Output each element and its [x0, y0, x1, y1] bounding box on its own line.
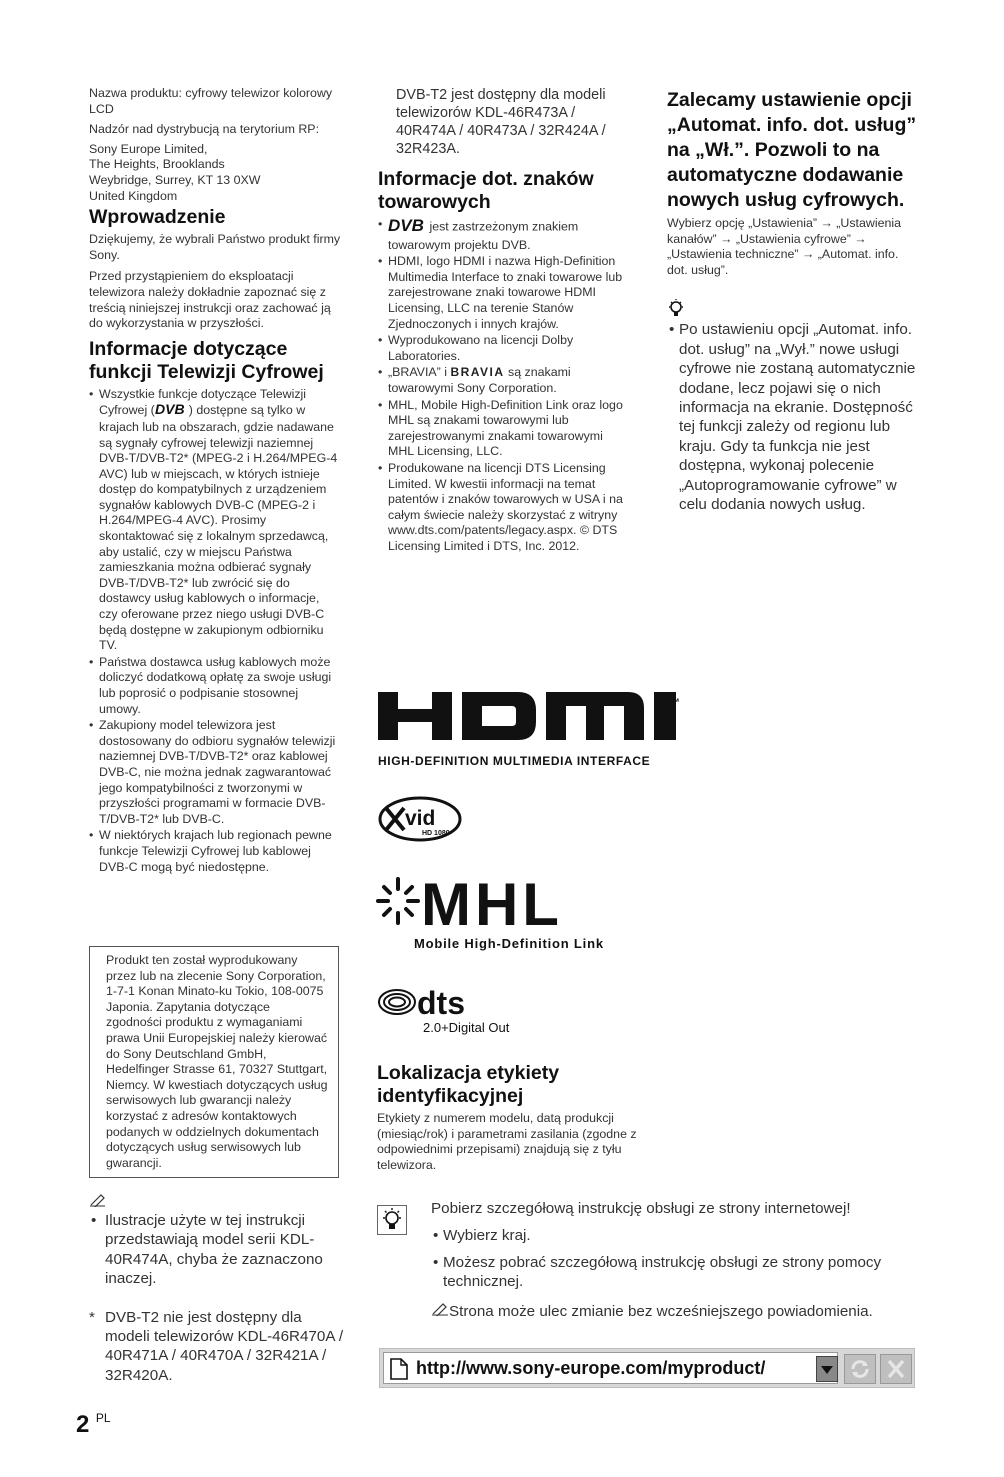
intro-paragraph-2: Przed przystąpieniem do eksploatacji telewizora należy dokładnie zapoznać się z treścią niniejszej instrukcji oraz zachować ją do wykorzystania w przyszłości.	[89, 269, 331, 331]
mhl-text: MHL	[421, 873, 563, 938]
company-address: Sony Europe Limited, The Heights, Brooklands Weybridge, Surrey, KT 13 0XW United Kingdom	[89, 141, 261, 203]
dvb-logo	[155, 402, 189, 420]
list-item: • Ilustracje użyte w tej instrukcji przedstawiają model serii KDL-40R474A, chyba że zaznaczono inaczej.	[89, 1211, 344, 1289]
page-number: 2	[76, 1411, 90, 1438]
dts-text: dts	[417, 985, 465, 1021]
manufacturer-box	[89, 946, 339, 1178]
language-code: PL	[95, 1411, 111, 1425]
tip-list	[667, 320, 917, 514]
xvid-hd-text: HD 1080	[422, 830, 450, 837]
close-icon	[881, 1355, 911, 1383]
trademarks-list	[378, 217, 630, 554]
pencil-icon	[89, 1193, 344, 1211]
hint-icon	[667, 298, 917, 320]
distribution-supervision: Nadzór nad dystrybucją na terytorium RP:	[89, 122, 320, 137]
trademarks-heading: Informacje dot. znaków towarowych	[378, 168, 594, 213]
url-bar	[379, 1348, 915, 1388]
mhl-logo	[376, 873, 686, 953]
manufacturer-text: Produkt ten został wyprodukowany przez lub na zlecenie Sony Corporation, 1-7-1 Konan Minato-ku Tokio, 108-0075 Japonia. Zapytania dotyczące zgodności produktu z wymaganiami prawa Unii Europejskiej należy kierować do Sony Deutschland GmbH, Hedelfinger Strasse 61, 70327 Stuttgart, Niemcy. W kwestiach dotyczących usług serwisowych lub gwarancji należy korzystać z adresów kontaktowych podanych w oddzielnych dokumentach dotyczących usług serwisowych lub gwarancji.	[106, 953, 328, 1170]
product-name: Nazwa produktu: cyfrowy telewizor kolorowy LCD	[89, 86, 333, 116]
label-heading: Lokalizacja etykiety identyfikacyjnej	[377, 1062, 560, 1107]
list-item: • Produkowane na licencji DTS Licensing Limited. W kwestii informacji na temat patentów i znaków towarowych w USA i na całym świecie należy skorzystać z witryny www.dts.com/patents/legacy.aspx. © DTS Licensing Limited i DTS, Inc. 2012.	[378, 461, 630, 555]
dts-subtitle: 2.0+Digital Out	[423, 1020, 510, 1035]
dvbt2-note: DVB-T2 jest dostępny dla modeli telewizorów KDL-46R473A / 40R474A / 40R473A / 32R424A / 32R423A.	[396, 87, 606, 157]
intro-heading: Wprowadzenie	[89, 206, 226, 229]
lightbulb-icon	[377, 1205, 407, 1235]
dvb-logo	[388, 217, 426, 238]
hdmi-subtitle: HIGH-DEFINITION MULTIMEDIA INTERFACE	[378, 754, 651, 768]
intro-paragraph-1: Dziękujemy, że wybrali Państwo produkt firmy Sony.	[89, 232, 341, 262]
bravia-logo: BRAVIA	[450, 365, 505, 380]
list-item: • HDMI, logo HDMI i nazwa High-Definition Multimedia Interface to znaki towarowe lub zarejestrowane znaki towarowe HDMI Licensing, LLC na terenie Stanów Zjednoczonych i innych krajów.	[378, 254, 630, 332]
pencil-icon	[431, 1303, 449, 1320]
url-text[interactable]: http://www.sony-europe.com/myproduct/	[416, 1358, 766, 1378]
list-item: • Zakupiony model telewizora jest dostosowany do odbioru sygnałów telewizji naziemnej DVB-T/DVB-T2* oraz kablowej DVB-C, nie można jednak zagwarantować jego kompatybilności z tworzonymi w przyszłości programami w formacie DVB-T/DVB-T2* lub DVB-C.	[89, 718, 341, 827]
footnote	[89, 1308, 344, 1386]
url-field[interactable]	[383, 1352, 838, 1384]
dvb-logo-text: • DVB	[388, 217, 424, 233]
refresh-icon	[845, 1355, 875, 1383]
footnote-text: DVB-T2 nie jest dostępny dla modeli telewizorów KDL-46R470A / 40R471A / 40R470A / 32R421A / 32R420A.	[105, 1308, 344, 1384]
url-dropdown-button[interactable]	[816, 1356, 838, 1382]
list-item: • Wszystkie funkcje dotyczące Telewizji Cyfrowej ( DVB ) dostępne są tylko w krajach lub na obszarach, gdzie nadawane są sygnały cyfrowej telewizji naziemnej DVB-T/DVB-T2* (MPEG-2 i H.264/MPEG-4 AVC) lub w miejscach, w których istnieje dostęp do kompatybilnych z urządzeniem sygnałów kablowych DVB-C (MPEG-2 i H.264/MPEG-4 AVC). Prosimy skontaktować się z lokalnym sprzedawcą, aby ustalić, czy w miejscu Państwa zamieszkania można odbierać sygnały DVB-T/DVB-T2* lub zwrócić się do dostawcy usług kablowych o informacje, czy oferowane przez niego usługi DVB-C będą dostępne w zakupionym odbiorniku TV.	[89, 387, 341, 654]
list-item: • DVB jest zastrzeżonym znakiem towarowym projektu DVB.	[378, 217, 630, 253]
list-item: • Państwa dostawca usług kablowych może doliczyć dodatkową opłatę za swoje usługi lub poprosić o podpisanie stosownej umowy.	[89, 655, 341, 717]
hdmi-logo	[378, 692, 688, 772]
xvid-logo	[378, 796, 462, 844]
refresh-button[interactable]	[844, 1354, 876, 1384]
xvid-text: vid	[405, 807, 436, 830]
mhl-subtitle: Mobile High-Definition Link	[414, 936, 604, 951]
chevron-down-icon	[817, 1357, 837, 1381]
list-item: • Wybierz kraj.	[431, 1226, 917, 1245]
column-left	[89, 86, 341, 876]
note-section	[89, 1193, 344, 1385]
page-icon	[390, 1358, 408, 1385]
download-list	[431, 1226, 917, 1291]
dvb-logo-text: DVB	[154, 402, 185, 416]
label-text: Etykiety z numerem modelu, datą produkcji (miesiąc/rok) i parametrami zasilania (zgodne z odpowiednimi przepisami) znajdują się z tyłu telewizora.	[377, 1111, 637, 1172]
column-middle	[378, 86, 630, 555]
page-footer	[76, 1411, 111, 1439]
list-item: • MHL, Mobile High-Definition Link oraz logo MHL są znakami towarowymi lub zarejestrowanymi znakami towarowymi MHL Licensing, LLC.	[378, 398, 630, 460]
note-list	[89, 1211, 344, 1289]
footnote-mark: *	[89, 1308, 95, 1326]
label-section	[377, 1060, 647, 1173]
download-title: Pobierz szczegółową instrukcję obsługi ze strony internetowej!	[431, 1200, 851, 1217]
list-item: • Wyprodukowano na licencji Dolby Laboratories.	[378, 333, 630, 364]
list-item: • „BRAVIA” i BRAVIA są znakami towarowymi Sony Corporation.	[378, 365, 630, 396]
list-item: • Możesz pobrać szczegółową instrukcję obsługi ze strony pomocy technicznej.	[431, 1253, 917, 1292]
digital-tv-list	[89, 387, 341, 875]
list-item: • Po ustawieniu opcji „Automat. info. dot. usług” na „Wył.” nowe usługi cyfrowe nie zostaną automatycznie dodane, lecz pojawi się o nich informacja na ekranie. Dostępność tej funkcji zależy od regionu lub kraju. Gdy ta funkcja nie jest dostępna, wykonaj polecenie „Autoprogramowanie cyfrowe” w celu dodania nowych usług.	[667, 320, 917, 514]
stop-button[interactable]	[880, 1354, 912, 1384]
digital-tv-heading: Informacje dotyczące funkcji Telewizji Cyfrowej	[89, 337, 324, 383]
dts-logo	[377, 984, 517, 1038]
download-note: Strona może ulec zmianie bez wcześniejszego powiadomienia.	[431, 1302, 917, 1321]
hdmi-tm: ™	[669, 697, 680, 709]
column-right	[667, 86, 917, 514]
list-item: • W niektórych krajach lub regionach pewne funkcje Telewizji Cyfrowej lub kablowej DVB-C mogą być niedostępne.	[89, 828, 341, 875]
auto-info-text: Wybierz opcję „Ustawienia” → „Ustawienia kanałów” → „Ustawienia cyfrowe” → „Ustawienia techniczne” → „Automat. info. dot. usług”.	[667, 216, 902, 277]
auto-info-heading: Zalecamy ustawienie opcji „Automat. info. dot. usług” na „Wł.”. Pozwoli to na automatyczne dodawanie nowych usług cyfrowych.	[667, 89, 917, 211]
